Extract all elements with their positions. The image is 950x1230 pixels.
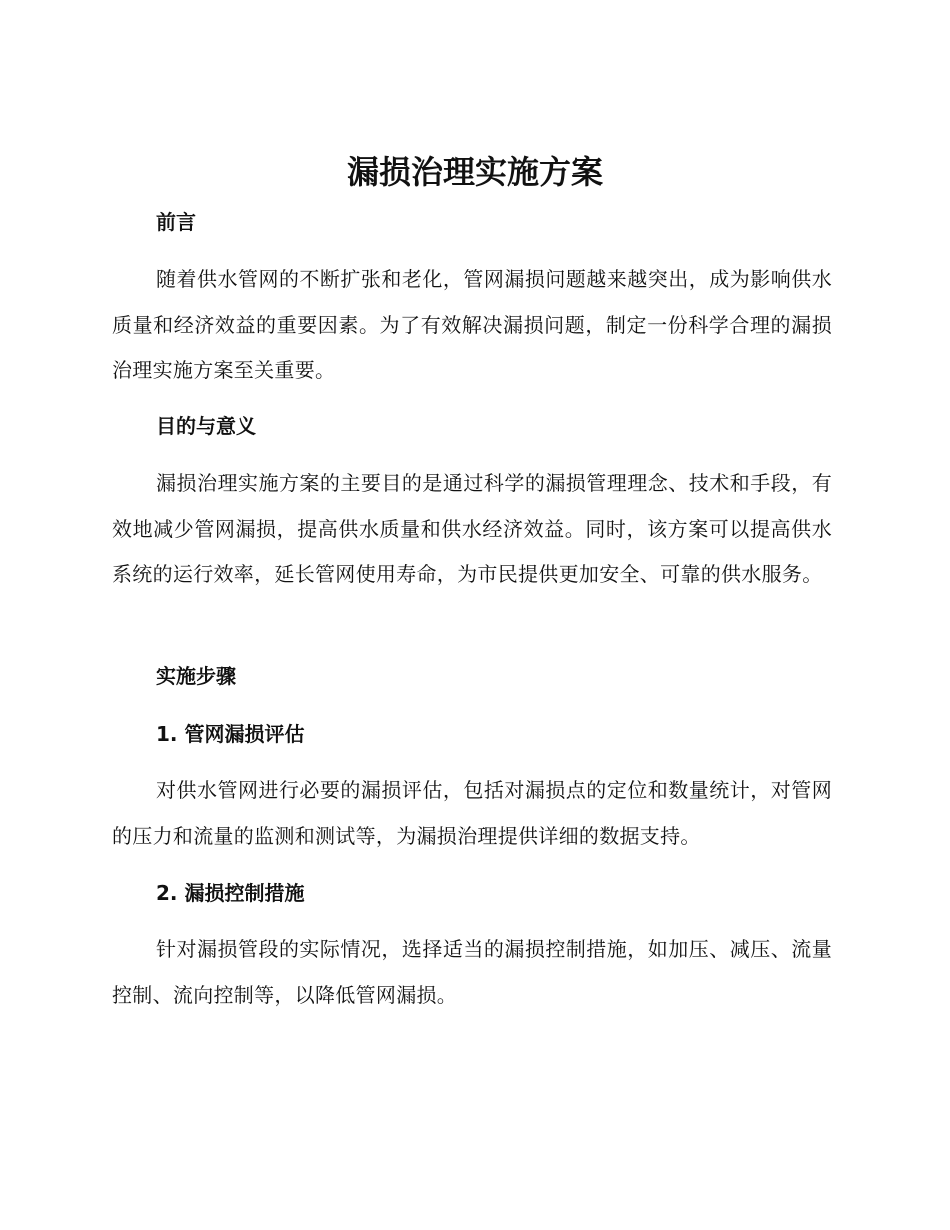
section-paragraph-purpose: 漏损治理实施方案的主要目的是通过科学的漏损管理理念、技术和手段，有效地减少管网漏损，提高供水质量和供水经济效益。同时，该方案可以提高供水系统的运行效率，延长管网使用寿命，为市民提供更加安全、可靠的供水服务。	[112, 471, 832, 586]
section-paragraph-step-2: 针对漏损管段的实际情况，选择适当的漏损控制措施，如加压、减压、流量控制、流向控制等，以降低管网漏损。	[112, 937, 832, 1007]
section-heading-step-1: 1. 管网漏损评估	[156, 722, 305, 746]
section-heading-steps: 实施步骤	[156, 664, 236, 688]
section-heading-purpose: 目的与意义	[156, 414, 256, 438]
section-heading-step-2: 2. 漏损控制措施	[156, 881, 305, 905]
document-title: 漏损治理实施方案	[346, 153, 603, 191]
section-heading-preface: 前言	[156, 210, 196, 234]
section-paragraph-step-1: 对供水管网进行必要的漏损评估，包括对漏损点的定位和数量统计，对管网的压力和流量的监测和测试等，为漏损治理提供详细的数据支持。	[112, 778, 832, 848]
section-paragraph-preface: 随着供水管网的不断扩张和老化，管网漏损问题越来越突出，成为影响供水质量和经济效益的重要因素。为了有效解决漏损问题，制定一份科学合理的漏损治理实施方案至关重要。	[112, 267, 832, 382]
